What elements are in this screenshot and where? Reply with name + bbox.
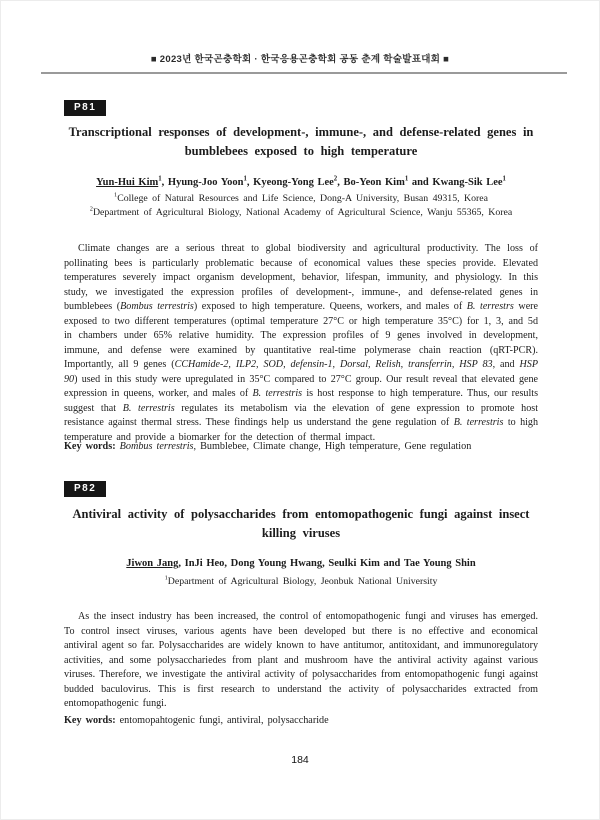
authors-line: Yun-Hui Kim$^1$, Hyung-Joo Yoon$^1$, Kyeong-Yong Lee$^2$, Bo-Yeon Kim$^1$ and Kwang-Sik Lee$^1$ <box>96 175 506 188</box>
keywords-line: Key words: entomopahtogenic fungi, antiviral, polysaccharide <box>64 715 329 726</box>
paper-title: Transcriptional responses of development-, immune-, and defense-related genes in bumblebees exposed to high temperature <box>68 125 534 158</box>
affiliation-line: $^2$Department of Agricultural Biology, National Academy of Agricultural Science, Wanju 55365, Korea <box>89 205 513 218</box>
abstract-body <box>64 242 538 445</box>
page-number: 184 <box>291 754 309 766</box>
affiliation-line: $^1$College of Natural Resources and Life Science, Dong-A University, Busan 49315, Korea <box>114 191 488 204</box>
paper-title: Antiviral activity of polysaccharides from entomopathogenic fungi against insect killing viruses <box>72 507 530 540</box>
abstract-body <box>64 610 538 712</box>
authors-line: Jiwon Jang, InJi Heo, Dong Young Hwang, Seulki Kim and Tae Young Shin <box>126 558 476 569</box>
affiliations-block <box>64 575 538 589</box>
conference-header: ■ 2023년 한국곤충학회 · 한국응용곤충학회 공동 춘계 학술발표대회 ■ <box>150 54 450 65</box>
affiliation-line: $^1$Department of Agricultural Biology, Jeonbuk National University <box>164 574 438 587</box>
abstract-paragraph: Climate changes are a serious threat to global biodiversity and agricultural productivity. The loss of pollinating bees is particularly problematic because of economical values these species provide. Elevated temperatures severely impact organism development, behavior, lifespan, immunity, and physiology. In this study, we investigated the expression profiles of development-, immune-, and defense-related genes in bumblebees (Bombus terrestris) exposed to high temperature. Queens, workers, and males of B. terrestrs were exposed to two different temperatures (optimal temperature 27°C or high temperature 35°C) for 1, 3, and 5d in chambers under 65% relative humidity. The expression profiles of 9 genes involved in development, immune, and defense were examined by quantitative real-time polymerase chain reaction (qRT-PCR). Importantly, all 9 genes (CCHamide-2, ILP2, SOD, defensin-1, Dorsal, Relish, transferrin, HSP 83, and HSP 90) used in this study were upregulated in 35°C compared to 27°C group. Our result reveal that elevated gene expression in queens, worker, and males of B. terrestris is host response to high temperature. Thus, our results suggest that B. terrestris regulates its metabolism via the elevation of gene expression to promote host resistance against thermal stress. These findings help us understand the gene regulation of B. terrestris to high temperature and provide a biomarker for the detection of thermal impact. <box>64 243 539 443</box>
paper-id-badge: P81 <box>64 100 106 116</box>
abstract-paragraph: As the insect industry has been increased, the control of entomopathogenic fungi and viruses has emerged. To control insect viruses, various agents have been developed but there is no effective and economical antiviral agent so far. Polysaccharides are widely known to have antitumor, antitoxidant, and immunoregulatory activities, and some polysacchariedes from plant and mushroom have the antiviral activity against various viruses. Therefore, we investigate the antiviral activity of polysaccharides from entomopathogenic fungi against budded baculovirus. This is first research to understand the activity of polysaccharides extracted from entomopathogenic fungi. <box>64 611 538 709</box>
affiliations-block <box>64 192 538 219</box>
keywords-line: Key words: Bombus terrestris, Bumblebee, Climate change, High temperature, Gene regulation <box>64 441 472 452</box>
paper-id-badge: P82 <box>64 481 106 497</box>
header-rule <box>41 72 567 74</box>
